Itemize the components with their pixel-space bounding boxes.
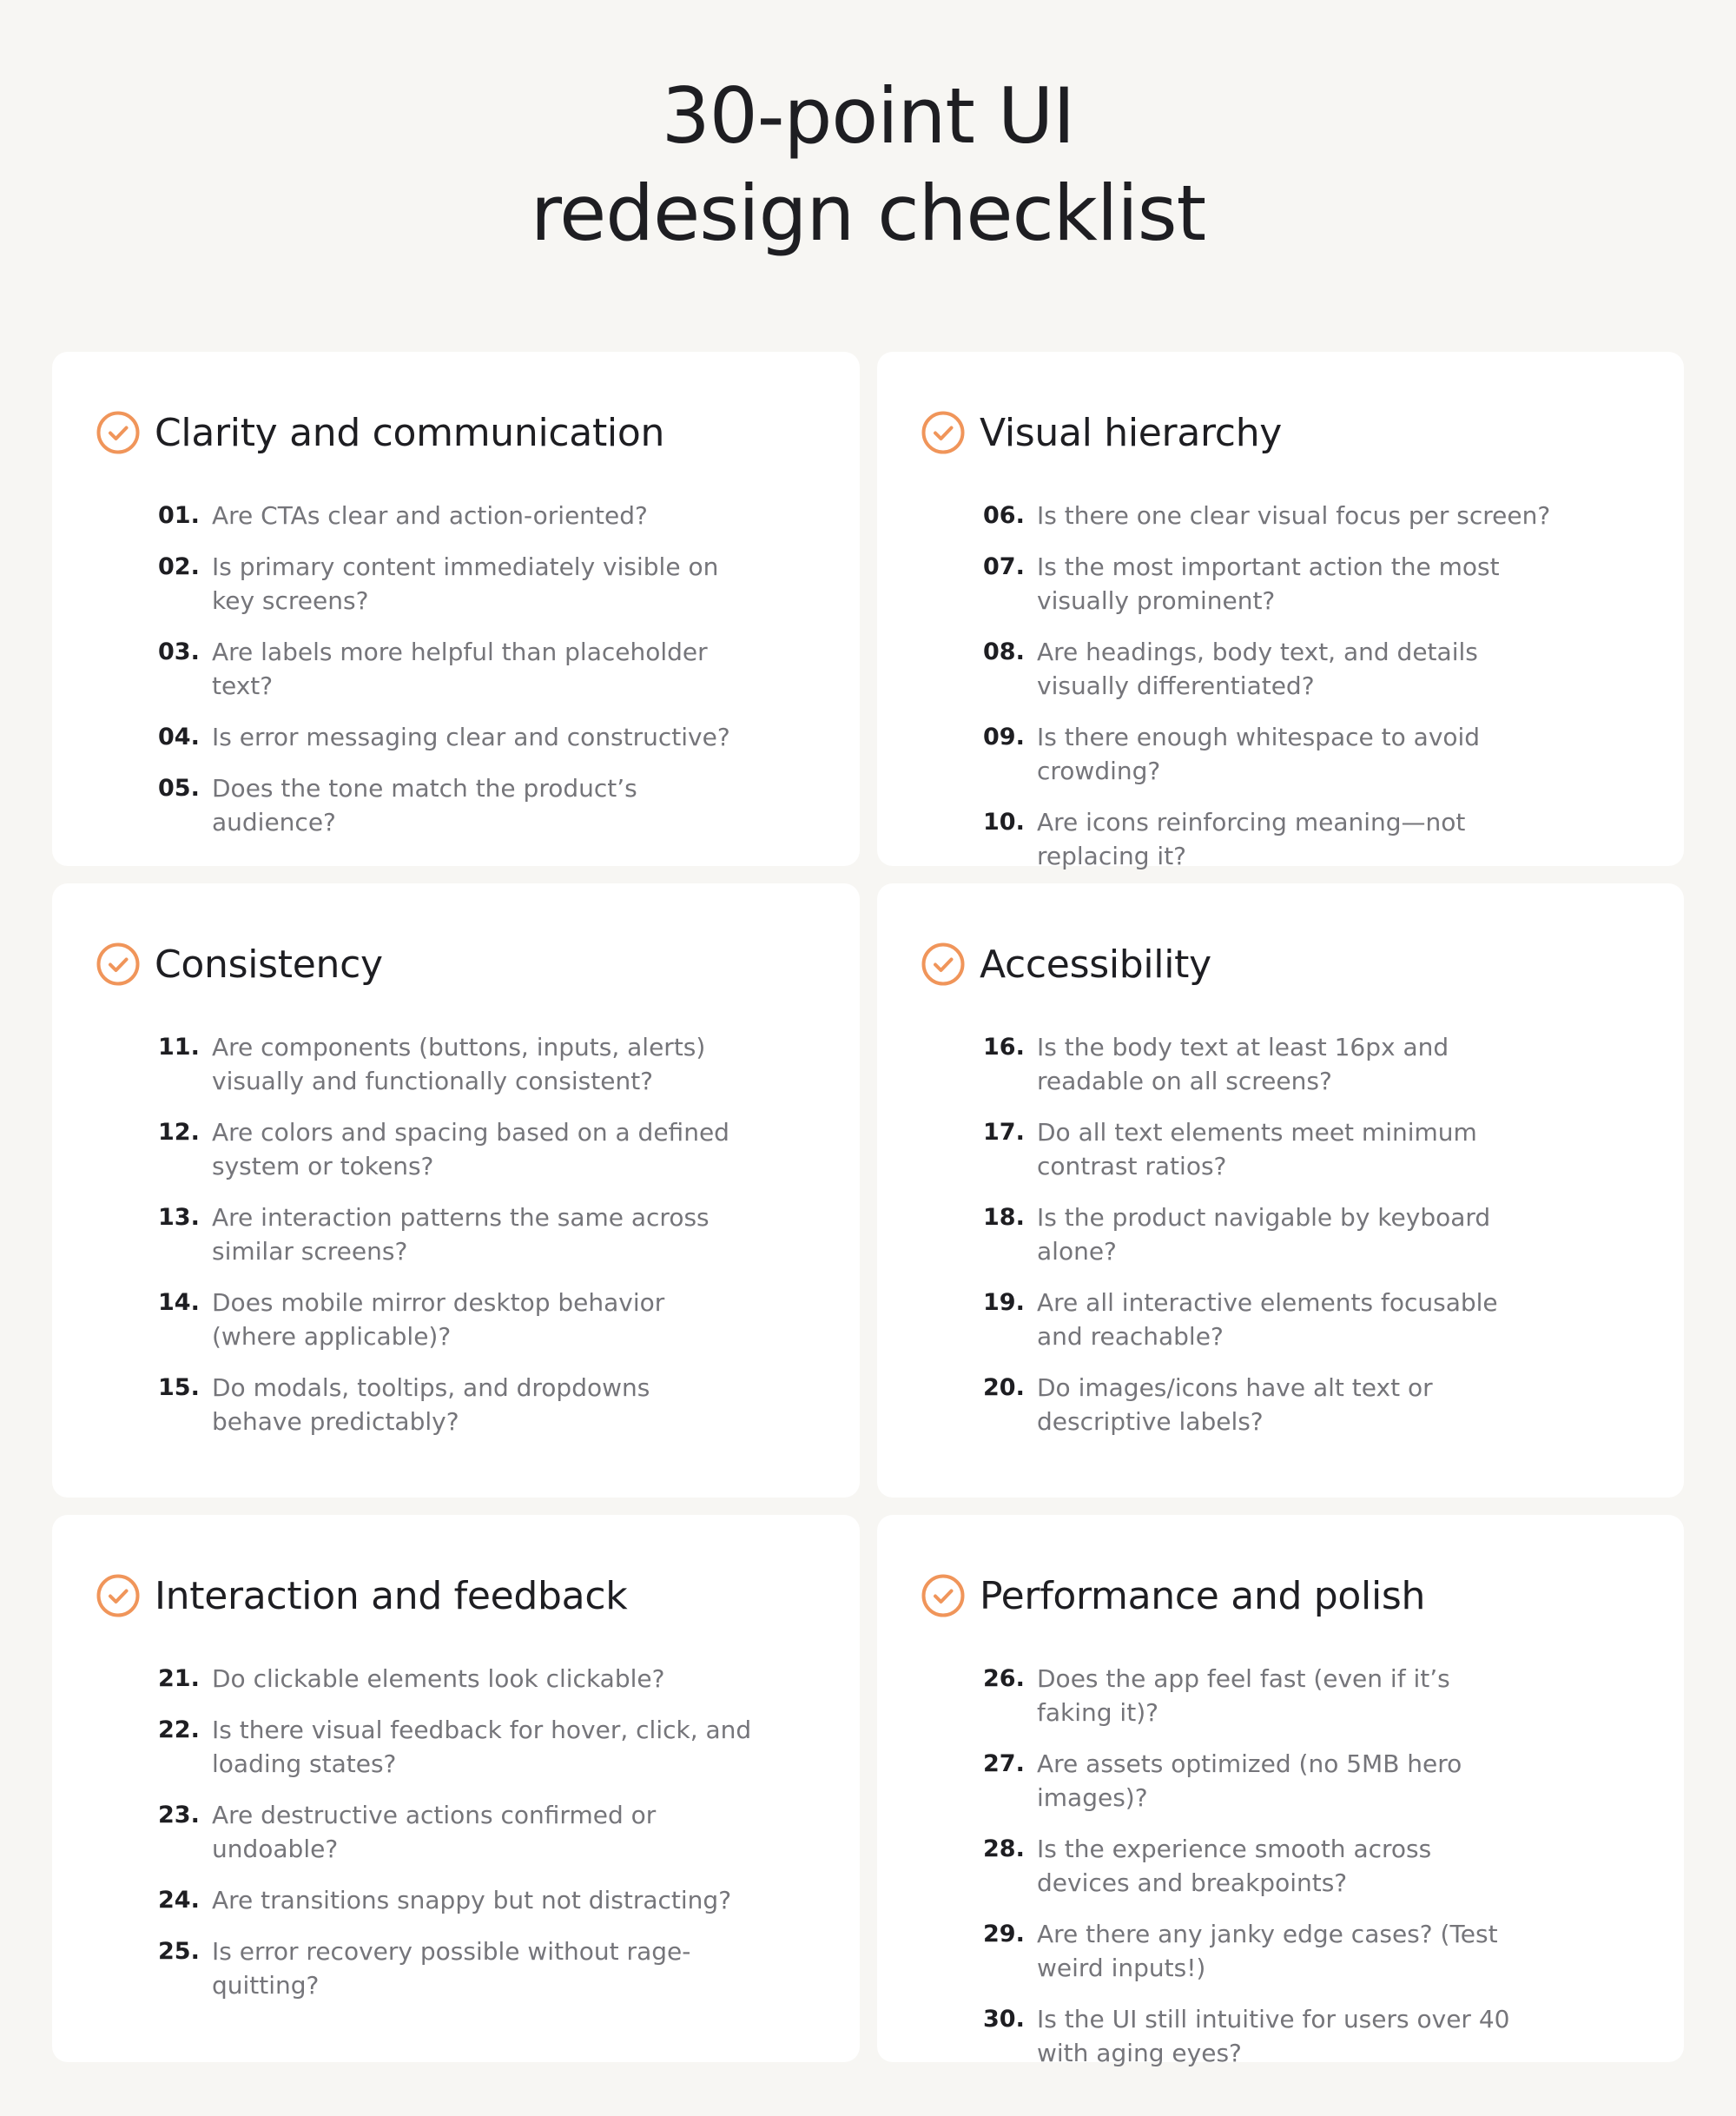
card-header	[921, 942, 1211, 987]
item-number: 22.	[158, 1716, 200, 1743]
item-number: 06.	[983, 502, 1025, 529]
item-number: 14.	[158, 1289, 200, 1316]
item-text: Are all interactive elements focusable and reachable?	[1037, 1288, 1498, 1351]
card-title: Visual hierarchy	[980, 410, 1283, 455]
checklist-card	[877, 883, 1684, 1498]
item-text: Is there one clear visual focus per screen?	[1037, 501, 1551, 530]
card-title: Clarity and communication	[155, 410, 665, 455]
item-number: 15.	[158, 1374, 200, 1401]
check-circle-icon	[921, 410, 966, 455]
item-number: 11.	[158, 1034, 200, 1061]
list-item	[158, 1883, 764, 1917]
item-text: Is primary content immediately visible on key screens?	[212, 552, 719, 615]
item-number: 16.	[983, 1034, 1025, 1061]
item-text: Do all text elements meet minimum contrast ratios?	[1037, 1118, 1477, 1180]
list-item	[983, 550, 1554, 618]
item-number: 19.	[983, 1289, 1025, 1316]
list-item	[983, 1115, 1528, 1183]
item-number: 07.	[983, 553, 1025, 580]
item-text: Is the most important action the most visually prominent?	[1037, 552, 1500, 615]
list-item	[983, 1371, 1528, 1438]
check-circle-icon	[96, 1573, 141, 1618]
checklist-items	[983, 499, 1554, 890]
check-circle-icon	[921, 942, 966, 987]
item-text: Do clickable elements look clickable?	[212, 1664, 665, 1693]
list-item	[158, 550, 764, 618]
item-number: 23.	[158, 1802, 200, 1828]
checklist-card	[877, 1515, 1684, 2067]
list-item	[983, 2002, 1528, 2070]
list-item	[983, 805, 1554, 873]
item-number: 28.	[983, 1835, 1025, 1862]
card-header	[921, 410, 1282, 455]
list-item	[983, 1030, 1528, 1098]
item-number: 26.	[983, 1665, 1025, 1692]
card-title: Accessibility	[980, 942, 1211, 987]
card-title: Interaction and feedback	[155, 1573, 628, 1618]
item-text: Does the app feel fast (even if it’s faking it)?	[1037, 1664, 1450, 1727]
item-number: 24.	[158, 1887, 200, 1914]
item-text: Are headings, body text, and details visually differentiated?	[1037, 638, 1478, 700]
page-title	[0, 68, 1736, 262]
item-number: 03.	[158, 638, 200, 665]
item-text: Are destructive actions confirmed or undoable?	[212, 1801, 657, 1863]
list-item	[158, 635, 764, 703]
checklist-card	[52, 1515, 860, 2062]
item-number: 25.	[158, 1938, 200, 1965]
list-item	[983, 1200, 1528, 1268]
item-number: 12.	[158, 1119, 200, 1146]
item-number: 21.	[158, 1665, 200, 1692]
item-text: Are there any janky edge cases? (Test weird inputs!)	[1037, 1920, 1498, 1982]
list-item	[158, 1798, 764, 1866]
check-circle-icon	[96, 410, 141, 455]
checklist-card	[52, 352, 860, 866]
list-item	[983, 1662, 1528, 1729]
list-item	[158, 1934, 764, 2002]
page-title-line-2: redesign checklist	[530, 169, 1206, 258]
check-circle-icon	[921, 1573, 966, 1618]
list-item	[158, 1030, 729, 1098]
item-text: Are CTAs clear and action-oriented?	[212, 501, 648, 530]
list-item	[158, 1371, 729, 1438]
item-text: Is the UI still intuitive for users over 40 with aging eyes?	[1037, 2005, 1510, 2067]
checklist-items	[983, 1662, 1528, 2087]
item-text: Is there visual feedback for hover, click, and loading states?	[212, 1716, 752, 1778]
list-item	[158, 771, 764, 839]
item-number: 08.	[983, 638, 1025, 665]
list-item	[983, 635, 1554, 703]
item-text: Do images/icons have alt text or descriptive labels?	[1037, 1373, 1433, 1436]
item-text: Are transitions snappy but not distracting?	[212, 1886, 732, 1914]
list-item	[983, 1917, 1528, 1985]
item-text: Does the tone match the product’s audience?	[212, 774, 637, 836]
item-number: 18.	[983, 1204, 1025, 1231]
list-item	[158, 1115, 729, 1183]
list-item	[158, 1286, 729, 1353]
item-text: Is error messaging clear and constructive?	[212, 723, 730, 751]
item-text: Is the experience smooth across devices and breakpoints?	[1037, 1835, 1432, 1897]
item-number: 04.	[158, 724, 200, 751]
list-item	[983, 1832, 1528, 1900]
checklist-items	[158, 1030, 729, 1456]
item-text: Is the body text at least 16px and readable on all screens?	[1037, 1033, 1449, 1095]
item-number: 13.	[158, 1204, 200, 1231]
checklist-items	[158, 499, 764, 856]
item-text: Is there enough whitespace to avoid crowding?	[1037, 723, 1481, 785]
list-item	[158, 499, 764, 532]
item-text: Are components (buttons, inputs, alerts) visually and functionally consistent?	[212, 1033, 706, 1095]
checklist-card	[52, 883, 860, 1498]
list-item	[158, 1662, 764, 1696]
item-number: 02.	[158, 553, 200, 580]
checklist-items	[158, 1662, 764, 2020]
list-item	[158, 1200, 729, 1268]
card-header	[96, 410, 664, 455]
card-header	[921, 1573, 1425, 1618]
item-number: 01.	[158, 502, 200, 529]
item-text: Do modals, tooltips, and dropdowns behave predictably?	[212, 1373, 650, 1436]
page-title-line-1: 30-point UI	[661, 71, 1075, 161]
item-number: 27.	[983, 1750, 1025, 1777]
item-text: Are assets optimized (no 5MB hero images)?	[1037, 1749, 1462, 1812]
list-item	[983, 1286, 1528, 1353]
item-number: 30.	[983, 2006, 1025, 2033]
item-number: 17.	[983, 1119, 1025, 1146]
list-item	[983, 720, 1554, 788]
item-text: Is the product navigable by keyboard alone?	[1037, 1203, 1491, 1266]
item-text: Does mobile mirror desktop behavior (where applicable)?	[212, 1288, 665, 1351]
item-number: 20.	[983, 1374, 1025, 1401]
card-header	[96, 1573, 627, 1618]
item-text: Are colors and spacing based on a defined system or tokens?	[212, 1118, 729, 1180]
item-text: Are interaction patterns the same across similar screens?	[212, 1203, 710, 1266]
item-text: Are icons reinforcing meaning—not replacing it?	[1037, 808, 1466, 870]
list-item	[158, 720, 764, 754]
item-text: Are labels more helpful than placeholder text?	[212, 638, 708, 700]
checklist-card	[877, 352, 1684, 870]
list-item	[983, 499, 1554, 532]
list-item	[983, 1747, 1528, 1815]
item-number: 05.	[158, 775, 200, 802]
item-text: Is error recovery possible without rage-quitting?	[212, 1937, 691, 2000]
list-item	[158, 1713, 764, 1781]
item-number: 10.	[983, 809, 1025, 836]
check-circle-icon	[96, 942, 141, 987]
item-number: 29.	[983, 1921, 1025, 1947]
card-header	[96, 942, 383, 987]
card-title: Consistency	[155, 942, 383, 987]
checklist-items	[983, 1030, 1528, 1456]
item-number: 09.	[983, 724, 1025, 751]
card-title: Performance and polish	[980, 1573, 1426, 1618]
